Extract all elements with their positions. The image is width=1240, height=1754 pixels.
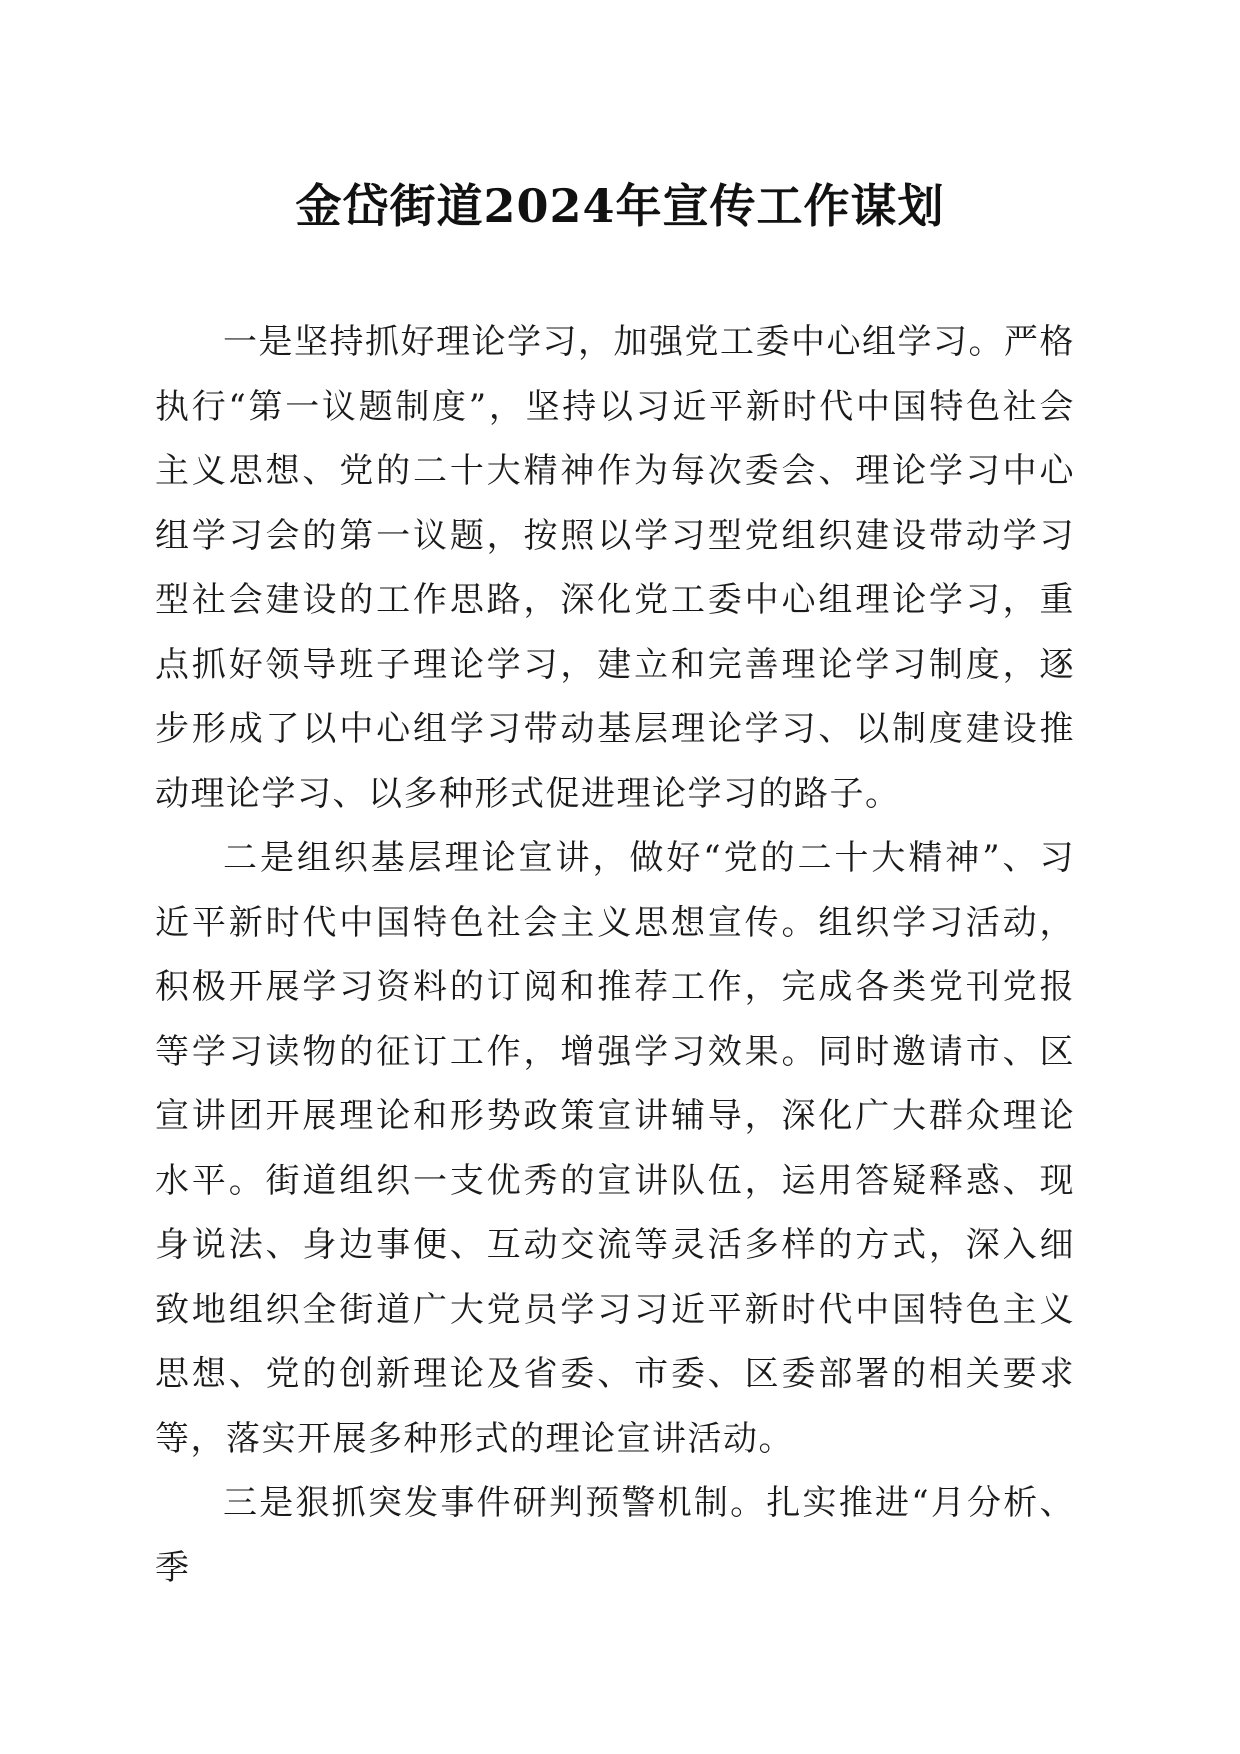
- paragraph-1: 一是坚持抓好理论学习，加强党工委中心组学习。严格执行“第一议题制度”，坚持以习近平新时代中国特色社会主义思想、党的二十大精神作为每次委会、理论学习中心组学习会的第一议题，按照以学习型党组织建设带动学习型社会建设的工作思路，深化党工委中心组理论学习，重点抓好领导班子理论学习，建立和完善理论学习制度，逐步形成了以中心组学习带动基层理论学习、以制度建设推动理论学习、以多种形式促进理论学习的路子。: [155, 322, 1075, 814]
- paragraph-2: 二是组织基层理论宣讲，做好“党的二十大精神”、习近平新时代中国特色社会主义思想宣传。组织学习活动，积极开展学习资料的订阅和推荐工作，完成各类党刊党报等学习读物的征订工作，增强学习效果。同时邀请市、区宣讲团开展理论和形势政策宣讲辅导，深化广大群众理论水平。街道组织一支优秀的宣讲队伍，运用答疑释惑、现身说法、身边事便、互动交流等灵活多样的方式，深入细致地组织全街道广大党员学习习近平新时代中国特色主义思想、党的创新理论及省委、市委、区委部署的相关要求等，落实开展多种形式的理论宣讲活动。: [155, 838, 1075, 1459]
- document-title: 金岱街道2024年宣传工作谋划: [295, 179, 945, 233]
- document-body: [155, 310, 1075, 1600]
- paragraph-3: 三是狠抓突发事件研判预警机制。扎实推进“月分析、季: [155, 1483, 1075, 1588]
